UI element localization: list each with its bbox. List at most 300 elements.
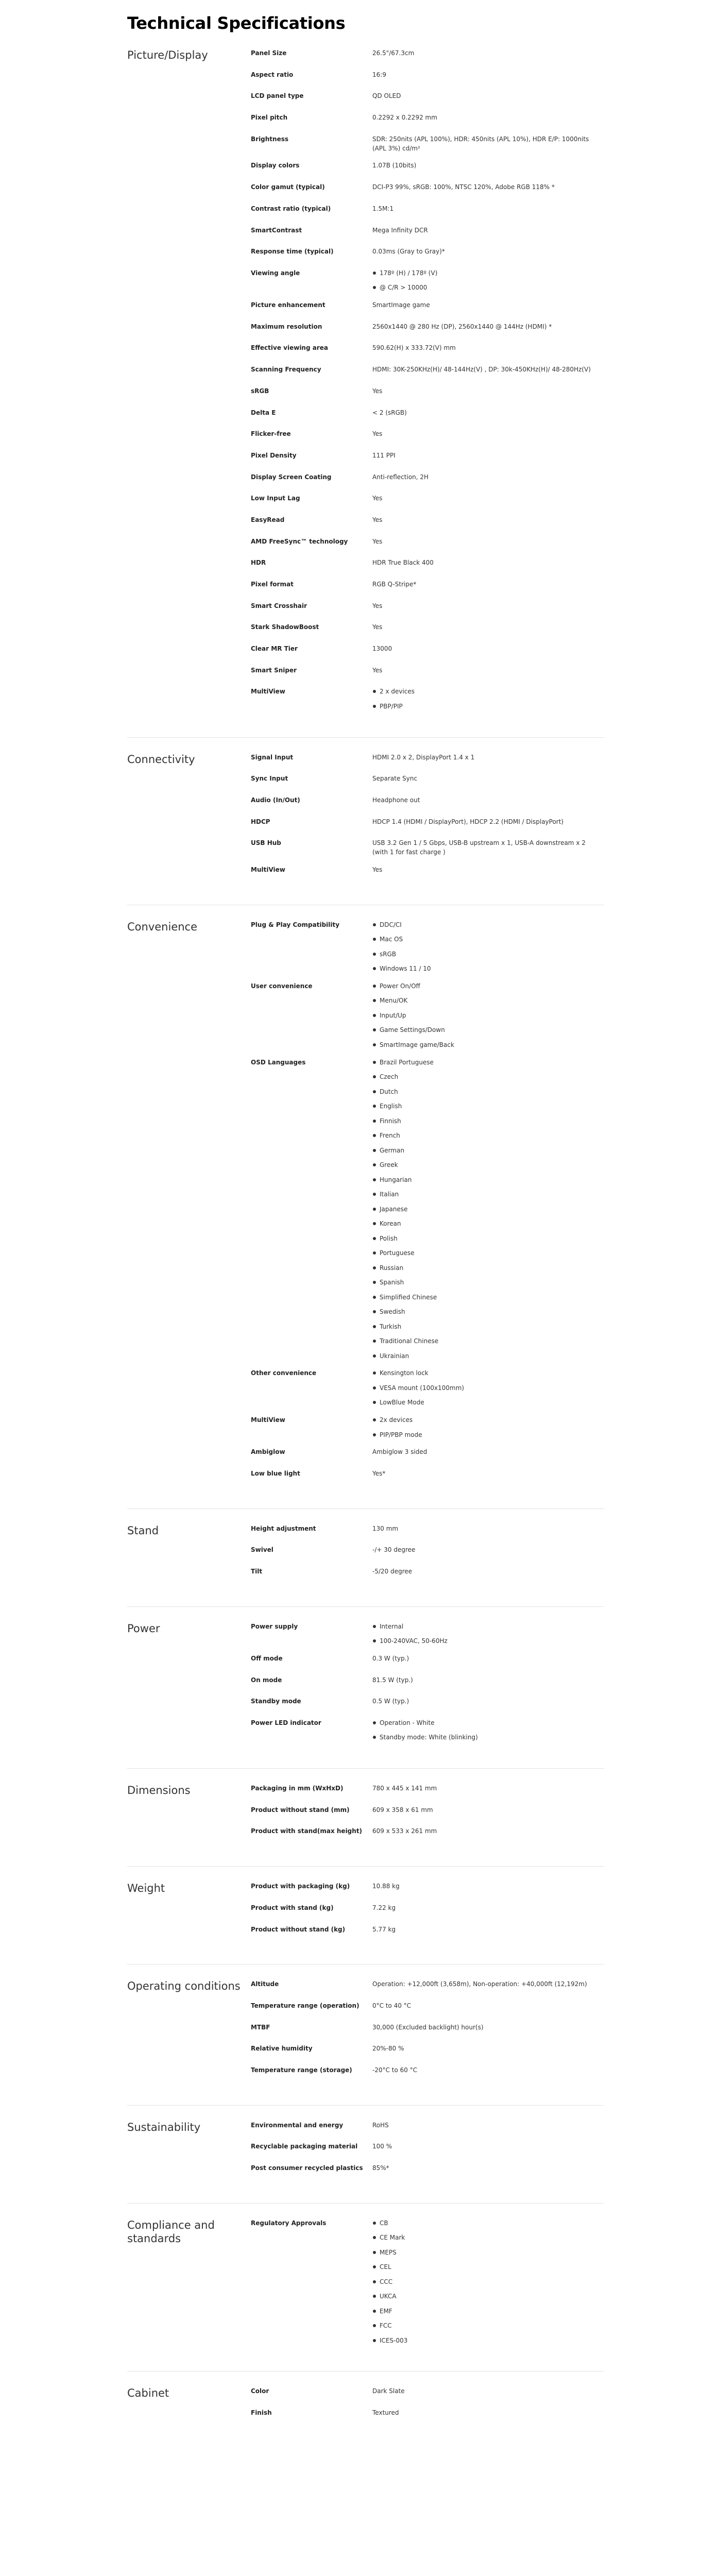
spec-value: Separate Sync <box>372 775 418 783</box>
spec-list-item: Turkish <box>372 1322 597 1331</box>
spec-value: RoHS <box>372 2121 389 2129</box>
spec-list-item: Operation - White <box>372 1718 597 1727</box>
spec-row <box>251 1925 604 1938</box>
spec-row <box>251 1979 604 1993</box>
spec-label: Finish <box>251 2409 272 2417</box>
spec-list-item: @ C/R > 10000 <box>372 283 597 292</box>
spec-value <box>372 1368 604 1407</box>
spec-label: Ambiglow <box>251 1448 285 1456</box>
section-title: Cabinet <box>127 2387 169 2400</box>
spec-row <box>251 1718 604 1742</box>
spec-value: 0.3 W (typ.) <box>372 1654 409 1662</box>
spec-label: Swivel <box>251 1546 273 1554</box>
spec-label: Response time (typical) <box>251 248 334 256</box>
spec-row <box>251 1675 604 1689</box>
spec-label: Product with stand (kg) <box>251 1904 334 1911</box>
spec-value: Yes <box>372 495 383 502</box>
spec-row <box>251 2408 604 2421</box>
spec-list-item: Ukrainian <box>372 1351 597 1361</box>
spec-list-item: Menu/OK <box>372 996 597 1005</box>
spec-value-list <box>372 1622 597 1646</box>
spec-list-item: CB <box>372 2218 597 2228</box>
spec-label: Post consumer recycled plastics <box>251 2164 363 2172</box>
spec-list-item: Swedish <box>372 1307 597 1316</box>
spec-value <box>372 687 604 711</box>
spec-rows <box>251 1784 604 1848</box>
spec-label: sRGB <box>251 387 269 395</box>
spec-value: -/+ 30 degree <box>372 1546 416 1554</box>
spec-section-stand <box>127 1509 604 1606</box>
spec-label: Pixel format <box>251 581 294 588</box>
spec-value: Yes <box>372 602 383 609</box>
spec-row <box>251 644 604 657</box>
spec-label: Low Input Lag <box>251 495 300 502</box>
spec-label: Brightness <box>251 135 289 143</box>
spec-value: 0.2292 x 0.2292 mm <box>372 114 437 122</box>
spec-value: 0.03ms (Gray to Gray)* <box>372 248 445 256</box>
spec-section-connectivity <box>127 737 604 905</box>
spec-row <box>251 134 604 153</box>
spec-row <box>251 161 604 174</box>
section-title: Dimensions <box>127 1784 191 1797</box>
spec-row <box>251 2163 604 2177</box>
spec-row <box>251 1545 604 1558</box>
spec-row <box>251 451 604 464</box>
spec-value: 0.5 W (typ.) <box>372 1698 409 1705</box>
spec-rows <box>251 1882 604 1946</box>
spec-value: 609 x 358 x 61 mm <box>372 1806 433 1814</box>
spec-label: AMD FreeSync™ technology <box>251 537 348 545</box>
spec-row <box>251 580 604 593</box>
spec-list-item: Russian <box>372 1263 597 1273</box>
spec-list-item: Greek <box>372 1160 597 1170</box>
spec-list-item: 178º (H) / 178º (V) <box>372 268 597 278</box>
spec-list-item: UKCA <box>372 2292 597 2301</box>
spec-row <box>251 1567 604 1580</box>
spec-row <box>251 247 604 260</box>
spec-label: Plug & Play Compatibility <box>251 921 340 928</box>
spec-row <box>251 2218 604 2345</box>
spec-value: 0°C to 40 °C <box>372 2002 411 2009</box>
spec-section-sustainability <box>127 2105 604 2203</box>
spec-label: Viewing angle <box>251 269 300 277</box>
spec-list-item: CEL <box>372 2262 597 2272</box>
section-title: Picture/Display <box>127 49 208 61</box>
spec-list-item: Hungarian <box>372 1175 597 1184</box>
spec-row <box>251 774 604 787</box>
spec-value: 7.22 kg <box>372 1904 396 1911</box>
spec-label: MultiView <box>251 866 285 874</box>
spec-row <box>251 666 604 679</box>
spec-list-item: Czech <box>372 1072 597 1081</box>
spec-rows <box>251 920 604 1490</box>
spec-list-item: Input/Up <box>372 1011 597 1020</box>
spec-value: HDCP 1.4 (HDMI / DisplayPort), HDCP 2.2 (HDMI / DisplayPort) <box>372 818 564 825</box>
spec-label: Smart Sniper <box>251 666 297 674</box>
spec-value: 85%* <box>372 2164 389 2172</box>
spec-value: HDMI: 30K-250KHz(H)/ 48-144Hz(V) , DP: 30k-450KHz(H)/ 48-280Hz(V) <box>372 366 591 374</box>
section-title: Stand <box>127 1524 159 1537</box>
spec-value: 13000 <box>372 645 392 653</box>
spec-value-list <box>372 2218 597 2345</box>
spec-label: SmartContrast <box>251 226 302 234</box>
spec-label: On mode <box>251 1676 282 1684</box>
spec-list-item: 2x devices <box>372 1415 597 1425</box>
spec-label: Tilt <box>251 1567 263 1575</box>
spec-section-weight <box>127 1866 604 1964</box>
spec-value: < 2 (sRGB) <box>372 409 407 416</box>
spec-list-item: 100-240VAC, 50-60Hz <box>372 1636 597 1646</box>
spec-value <box>372 920 604 974</box>
spec-row <box>251 2121 604 2134</box>
spec-value: 780 x 445 x 141 mm <box>372 1785 437 1792</box>
spec-value-list <box>372 1415 597 1439</box>
spec-row <box>251 343 604 357</box>
spec-section-cabinet <box>127 2371 604 2447</box>
spec-value: Headphone out <box>372 796 420 804</box>
spec-label: Pixel Density <box>251 451 297 459</box>
spec-value: 5.77 kg <box>372 1925 396 1933</box>
spec-value: 26.5"/67.3cm <box>372 49 415 57</box>
spec-row <box>251 48 604 62</box>
spec-row <box>251 865 604 878</box>
spec-rows <box>251 2218 604 2353</box>
spec-label: Clear MR Tier <box>251 645 298 653</box>
spec-label: Stark ShadowBoost <box>251 623 319 631</box>
spec-value <box>372 2218 604 2345</box>
spec-label: Audio (In/Out) <box>251 796 300 804</box>
spec-list-item: 2 x devices <box>372 687 597 696</box>
spec-value: 130 mm <box>372 1524 399 1532</box>
spec-row <box>251 204 604 217</box>
spec-list-item: Power On/Off <box>372 981 597 991</box>
spec-label: Standby mode <box>251 1698 301 1705</box>
spec-list-item: French <box>372 1131 597 1140</box>
spec-label: Display colors <box>251 162 300 170</box>
page-title: Technical Specifications <box>127 13 346 33</box>
spec-list-item: ICES-003 <box>372 2336 597 2345</box>
spec-section-convenience <box>127 905 604 1509</box>
section-title: Weight <box>127 1882 165 1895</box>
spec-label: User convenience <box>251 982 313 990</box>
spec-value: 1.07B (10bits) <box>372 162 417 170</box>
spec-list-item: Game Settings/Down <box>372 1025 597 1035</box>
spec-row <box>251 2386 604 2400</box>
spec-list-item: SmartImage game/Back <box>372 1040 597 1049</box>
spec-label: EasyRead <box>251 516 285 523</box>
spec-list-item: Internal <box>372 1622 597 1631</box>
spec-list-item: Traditional Chinese <box>372 1336 597 1346</box>
spec-value: Yes <box>372 623 383 631</box>
spec-rows <box>251 48 604 719</box>
spec-row <box>251 1826 604 1840</box>
spec-row <box>251 515 604 529</box>
spec-row <box>251 558 604 571</box>
spec-label: Panel Size <box>251 49 287 57</box>
section-title: Connectivity <box>127 753 195 766</box>
spec-value <box>372 1622 604 1646</box>
spec-value <box>372 1058 604 1361</box>
spec-row <box>251 386 604 400</box>
spec-list-item: Korean <box>372 1219 597 1228</box>
spec-label: Maximum resolution <box>251 323 322 330</box>
spec-value: Yes* <box>372 1469 386 1477</box>
spec-list-item: LowBlue Mode <box>372 1398 597 1407</box>
spec-list-item: Dutch <box>372 1087 597 1096</box>
spec-label: Temperature range (storage) <box>251 2066 352 2074</box>
spec-list-item: Mac OS <box>372 935 597 944</box>
spec-value: 100 % <box>372 2143 392 2150</box>
spec-row <box>251 817 604 831</box>
spec-row <box>251 182 604 196</box>
spec-label: Effective viewing area <box>251 344 328 352</box>
spec-label: MultiView <box>251 688 285 696</box>
spec-row <box>251 1697 604 1710</box>
spec-row <box>251 1882 604 1895</box>
spec-label: Contrast ratio (typical) <box>251 205 331 212</box>
spec-row <box>251 268 604 293</box>
spec-value-list <box>372 1058 597 1361</box>
spec-label: Packaging in mm (WxHxD) <box>251 1785 344 1792</box>
spec-rows <box>251 753 604 887</box>
spec-list-item: Windows 11 / 10 <box>372 964 597 973</box>
spec-list-item: VESA mount (100x100mm) <box>372 1383 597 1393</box>
section-title: Sustainability <box>127 2121 201 2133</box>
spec-row <box>251 322 604 335</box>
spec-label: Scanning Frequency <box>251 366 321 374</box>
spec-list-item: CE Mark <box>372 2233 597 2242</box>
spec-value: 111 PPI <box>372 451 396 459</box>
spec-label: Signal Input <box>251 753 294 761</box>
spec-row <box>251 1368 604 1407</box>
spec-row <box>251 920 604 974</box>
spec-list-item: Standby mode: White (blinking) <box>372 1733 597 1742</box>
spec-row <box>251 1903 604 1917</box>
spec-label: Delta E <box>251 409 276 416</box>
spec-value: 81.5 W (typ.) <box>372 1676 413 1684</box>
spec-value: Dark Slate <box>372 2387 405 2395</box>
spec-label: Product with stand(max height) <box>251 1827 363 1835</box>
spec-list-item: Simplified Chinese <box>372 1293 597 1302</box>
spec-list-item: Italian <box>372 1190 597 1199</box>
spec-label: Other convenience <box>251 1369 317 1377</box>
spec-label: Power supply <box>251 1622 298 1630</box>
spec-value: -5/20 degree <box>372 1567 413 1575</box>
spec-value: Yes <box>372 430 383 438</box>
spec-value-list <box>372 1368 597 1407</box>
spec-value: USB 3.2 Gen 1 / 5 Gbps, USB-B upstream x 1, USB-A downstream x 2 (with 1 for fast charge ) <box>372 839 586 856</box>
spec-value <box>372 981 604 1049</box>
spec-row <box>251 113 604 126</box>
spec-value: Ambiglow 3 sided <box>372 1448 427 1456</box>
spec-list-item: Portuguese <box>372 1248 597 1258</box>
spec-label: USB Hub <box>251 839 281 847</box>
spec-value: 30,000 (Excluded backlight) hour(s) <box>372 2023 484 2031</box>
spec-rows <box>251 1622 604 1750</box>
spec-label: HDCP <box>251 818 270 825</box>
spec-rows <box>251 1979 604 2087</box>
spec-row <box>251 537 604 550</box>
spec-row <box>251 687 604 711</box>
spec-label: Temperature range (operation) <box>251 2002 359 2009</box>
spec-row <box>251 472 604 486</box>
spec-list-item: CCC <box>372 2277 597 2286</box>
spec-row <box>251 622 604 636</box>
spec-row <box>251 91 604 105</box>
spec-list-item: Spanish <box>372 1278 597 1287</box>
spec-row <box>251 1415 604 1439</box>
spec-label: Flicker-free <box>251 430 291 438</box>
spec-list-item: Brazil Portuguese <box>372 1058 597 1067</box>
spec-label: LCD panel type <box>251 92 304 100</box>
spec-section-power <box>127 1606 604 1768</box>
spec-value: 16:9 <box>372 71 386 78</box>
spec-label: Off mode <box>251 1654 283 1662</box>
spec-label: Product with packaging (kg) <box>251 1883 350 1890</box>
spec-value: RGB Q-Stripe* <box>372 581 417 588</box>
spec-value <box>372 1415 604 1439</box>
spec-value-list <box>372 1718 597 1742</box>
spec-list-item: German <box>372 1146 597 1155</box>
spec-value: Yes <box>372 537 383 545</box>
spec-list-item: Polish <box>372 1234 597 1243</box>
spec-row <box>251 2044 604 2057</box>
spec-row <box>251 838 604 857</box>
spec-value: DCI-P3 99%, sRGB: 100%, NTSC 120%, Adobe RGB 118% * <box>372 183 555 191</box>
spec-label: Sync Input <box>251 775 288 783</box>
spec-row <box>251 1524 604 1537</box>
spec-value: Yes <box>372 866 383 874</box>
spec-label: Altitude <box>251 1980 279 1988</box>
spec-value: Mega Infinity DCR <box>372 226 428 234</box>
spec-list-item: Japanese <box>372 1205 597 1214</box>
spec-value: Textured <box>372 2409 399 2417</box>
section-title: Compliance and standards <box>127 2218 215 2245</box>
spec-row <box>251 1622 604 1646</box>
spec-value: HDMI 2.0 x 2, DisplayPort 1.4 x 1 <box>372 753 475 761</box>
spec-label: Smart Crosshair <box>251 602 307 609</box>
spec-rows <box>251 2386 604 2429</box>
spec-value: 10.88 kg <box>372 1883 400 1890</box>
spec-value-list <box>372 687 597 711</box>
spec-row <box>251 2065 604 2079</box>
spec-row <box>251 1654 604 1667</box>
spec-list-item: sRGB <box>372 950 597 959</box>
spec-row <box>251 753 604 766</box>
spec-rows <box>251 1524 604 1588</box>
spec-value: SmartImage game <box>372 301 430 309</box>
spec-label: Relative humidity <box>251 2045 313 2053</box>
spec-row <box>251 1447 604 1461</box>
spec-label: Product without stand (kg) <box>251 1925 346 1933</box>
spec-list-item: Kensington lock <box>372 1368 597 1378</box>
spec-label: Environmental and energy <box>251 2121 344 2129</box>
spec-list-item: Finnish <box>372 1116 597 1126</box>
spec-list-item: MEPS <box>372 2248 597 2257</box>
spec-row <box>251 408 604 421</box>
spec-value: QD OLED <box>372 92 401 100</box>
spec-label: HDR <box>251 559 266 567</box>
spec-label: Display Screen Coating <box>251 473 332 481</box>
spec-value: 20%-80 % <box>372 2045 404 2053</box>
spec-list-item: English <box>372 1101 597 1111</box>
spec-row <box>251 795 604 809</box>
spec-label: Regulatory Approvals <box>251 2219 327 2227</box>
spec-value: -20°C to 60 °C <box>372 2066 418 2074</box>
spec-value: Operation: +12,000ft (3,658m), Non-operation: +40,000ft (12,192m) <box>372 1980 587 1988</box>
spec-rows <box>251 2121 604 2185</box>
spec-label: Color <box>251 2387 269 2395</box>
spec-label: Pixel pitch <box>251 114 288 122</box>
spec-label: OSD Languages <box>251 1058 306 1066</box>
spec-section-dimensions <box>127 1768 604 1866</box>
spec-list-item: PBP/PIP <box>372 702 597 711</box>
spec-list-item: EMF <box>372 2307 597 2316</box>
spec-label: Height adjustment <box>251 1524 316 1532</box>
spec-section-operating-conditions <box>127 1964 604 2105</box>
spec-value: 1.5M:1 <box>372 205 394 212</box>
spec-label: Low blue light <box>251 1469 300 1477</box>
spec-row <box>251 226 604 239</box>
spec-value: HDR True Black 400 <box>372 559 434 567</box>
spec-value: SDR: 250nits (APL 100%), HDR: 450nits (APL 10%), HDR E/P: 1000nits (APL 3%) cd/m² <box>372 135 589 152</box>
spec-label: MultiView <box>251 1416 285 1423</box>
spec-list-item: FCC <box>372 2321 597 2330</box>
spec-value: 590.62(H) x 333.72(V) mm <box>372 344 456 352</box>
spec-row <box>251 1058 604 1361</box>
spec-row <box>251 1784 604 1797</box>
spec-row <box>251 70 604 83</box>
spec-row <box>251 300 604 314</box>
spec-row <box>251 981 604 1049</box>
spec-value: Yes <box>372 516 383 523</box>
spec-list-item: PIP/PBP mode <box>372 1430 597 1439</box>
section-title: Convenience <box>127 920 198 933</box>
spec-label: Product without stand (mm) <box>251 1806 350 1814</box>
spec-label: Aspect ratio <box>251 71 294 78</box>
spec-value-list <box>372 920 597 974</box>
spec-row <box>251 2001 604 2014</box>
spec-row <box>251 1805 604 1819</box>
spec-section-compliance-and-standards <box>127 2203 604 2371</box>
spec-sections <box>127 42 703 2448</box>
spec-value-list <box>372 268 597 293</box>
spec-value <box>372 1718 604 1742</box>
spec-row <box>251 601 604 615</box>
spec-label: Picture enhancement <box>251 301 325 309</box>
spec-label: Recyclable packaging material <box>251 2143 358 2150</box>
spec-row <box>251 1469 604 1482</box>
spec-value-list <box>372 981 597 1049</box>
section-title: Power <box>127 1622 160 1635</box>
spec-value: Yes <box>372 666 383 674</box>
spec-list-item: DDC/CI <box>372 920 597 929</box>
spec-row <box>251 2142 604 2155</box>
spec-section-picture-display <box>127 42 604 737</box>
spec-label: Color gamut (typical) <box>251 183 325 191</box>
section-title: Operating conditions <box>127 1980 241 1993</box>
spec-value: 2560x1440 @ 280 Hz (DP), 2560x1440 @ 144Hz (HDMI) * <box>372 323 552 330</box>
spec-value: 609 x 533 x 261 mm <box>372 1827 437 1835</box>
spec-label: MTBF <box>251 2023 270 2031</box>
spec-row <box>251 429 604 443</box>
spec-value <box>372 268 604 293</box>
spec-row <box>251 365 604 378</box>
spec-value: Anti-reflection, 2H <box>372 473 429 481</box>
spec-row <box>251 494 604 507</box>
spec-value: Yes <box>372 387 383 395</box>
spec-row <box>251 2023 604 2036</box>
